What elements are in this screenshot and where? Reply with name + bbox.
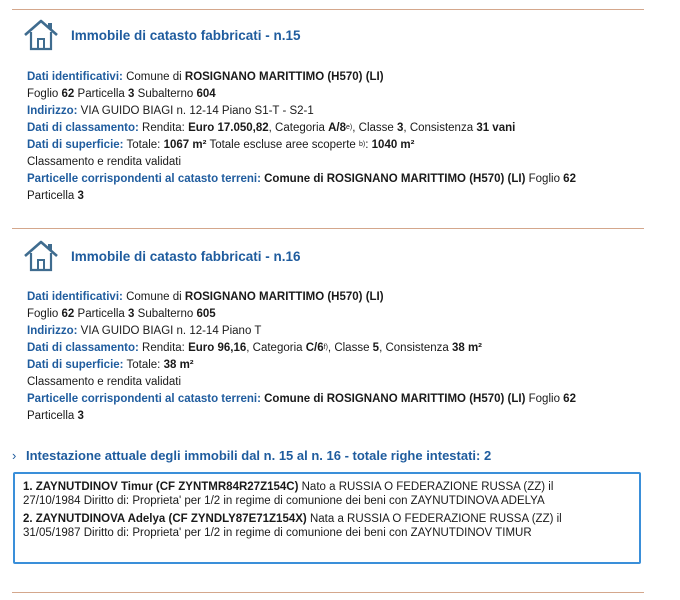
indirizzo-line: Indirizzo: VIA GUIDO BIAGI n. 12-14 Piano S1-T - S2-1	[27, 105, 314, 117]
classamento-line: Dati di classamento: Rendita: Euro 17.050,82, Categoria A/8$^{e)}$, Classe 3, Consistenza 31 vani	[27, 122, 516, 134]
ident-line: Dati identificativi: Comune di ROSIGNANO MARITTIMO (H570) (LI)	[27, 291, 384, 303]
intestazione-box	[13, 472, 641, 564]
classamento-line: Dati di classamento: Rendita: Euro 96,16, Categoria C/6$^{f)}$, Classe 5, Consistenza 38 m²	[27, 342, 483, 354]
owner-entry: 2. ZAYNUTDINOVA Adelya (CF ZYNDLY87E71Z154X) Nata a RUSSIA O FEDERAZIONE RUSSA (ZZ) il 31/05/1987 Diritto di: Proprieta' per 1/2 in regime di comunione dei beni con ZAYNUTDINOV TIMUR	[23, 513, 562, 539]
particelle-line: Particelle corrispondenti al catasto terreni: Comune di ROSIGNANO MARITTIMO (H570) (LI) Foglio 62 Particella 3	[27, 393, 576, 422]
immobile-title: Immobile di catasto fabbricati - n.16	[71, 248, 301, 264]
ident-line: Dati identificativi: Comune di ROSIGNANO MARITTIMO (H570) (LI)	[27, 71, 384, 83]
immobile-title: Immobile di catasto fabbricati - n.15	[71, 27, 301, 43]
superficie-line: Dati di superficie: Totale: 38 m²	[27, 359, 194, 371]
comune-value: ROSIGNANO MARITTIMO (H570) (LI)	[184, 71, 384, 83]
immobile-15-header	[27, 14, 647, 54]
superficie-line: Dati di superficie: Totale: 1067 m² Totale escluse aree scoperte $^{b)}$: 1040 m²	[27, 139, 415, 151]
indirizzo-line: Indirizzo: VIA GUIDO BIAGI n. 12-14 Piano T	[27, 325, 262, 337]
owner-name: 1. ZAYNUTDINOV Timur (CF ZYNTMR84R27Z154C)	[23, 481, 299, 493]
chevron-right-icon: ›	[12, 448, 17, 463]
immobile-15	[27, 14, 647, 205]
intestazione-header[interactable]	[12, 448, 652, 463]
section-divider	[12, 228, 644, 229]
bottom-divider	[12, 592, 644, 593]
top-divider	[12, 9, 644, 10]
owner-entry: 1. ZAYNUTDINOV Timur (CF ZYNTMR84R27Z154C) Nato a RUSSIA O FEDERAZIONE RUSSA (ZZ) il 27/10/1984 Diritto di: Proprieta' per 1/2 in regime di comunione dei beni con ZAYNUTDINOVA ADELYA	[23, 481, 554, 507]
immobile-16-header	[27, 235, 647, 275]
foglio-line: Foglio 62 Particella 3 Subalterno 605	[27, 308, 216, 320]
ident-label: Dati identificativi:	[27, 71, 123, 83]
comune-value: ROSIGNANO MARITTIMO (H570) (LI)	[184, 291, 384, 303]
validati-line: Classamento e rendita validati	[27, 376, 182, 388]
intestazione-title: Intestazione attuale degli immobili dal n. 15 al n. 16 - totale righe intestati: 2	[26, 448, 492, 463]
particelle-line: Particelle corrispondenti al catasto terreni: Comune di ROSIGNANO MARITTIMO (H570) (LI) Foglio 62 Particella 3	[27, 173, 576, 202]
foglio-line: Foglio 62 Particella 3 Subalterno 604	[27, 88, 216, 100]
house-icon	[21, 16, 61, 52]
ident-label: Dati identificativi:	[27, 291, 123, 303]
owner-name: 2. ZAYNUTDINOVA Adelya (CF ZYNDLY87E71Z154X)	[23, 513, 307, 525]
immobile-16	[27, 235, 647, 425]
house-icon	[21, 237, 61, 273]
validati-line: Classamento e rendita validati	[27, 156, 182, 168]
